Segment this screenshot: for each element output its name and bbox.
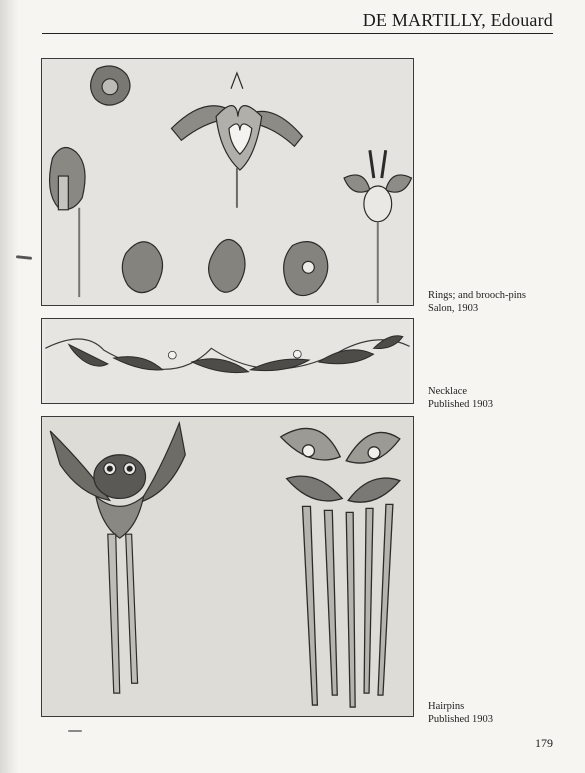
page-edge-shadow [0, 0, 18, 773]
page-mark [16, 255, 32, 260]
photo-hairpins [41, 416, 414, 717]
caption-date: Salon, 1903 [428, 303, 479, 314]
header-rule [42, 33, 553, 34]
caption-title: Rings; and brooch-pins [428, 290, 526, 301]
caption-date: Published 1903 [428, 714, 494, 725]
photo-necklace [41, 318, 414, 404]
running-header: DE MARTILLY, Edouard [362, 10, 553, 30]
caption-rings-brooch-pins [428, 289, 526, 315]
page-mark [68, 730, 82, 732]
caption-title: Hairpins [428, 701, 465, 712]
necklace-photo-icon [42, 319, 413, 403]
jewelry-photo-icon [42, 59, 413, 305]
page-number: 179 [535, 736, 553, 750]
caption-hairpins [428, 700, 493, 726]
caption-title: Necklace [428, 386, 468, 397]
caption-necklace [428, 385, 493, 411]
hairpins-photo-icon [42, 417, 413, 716]
photo-rings-brooch-pins [41, 58, 414, 306]
caption-date: Published 1903 [428, 399, 494, 410]
